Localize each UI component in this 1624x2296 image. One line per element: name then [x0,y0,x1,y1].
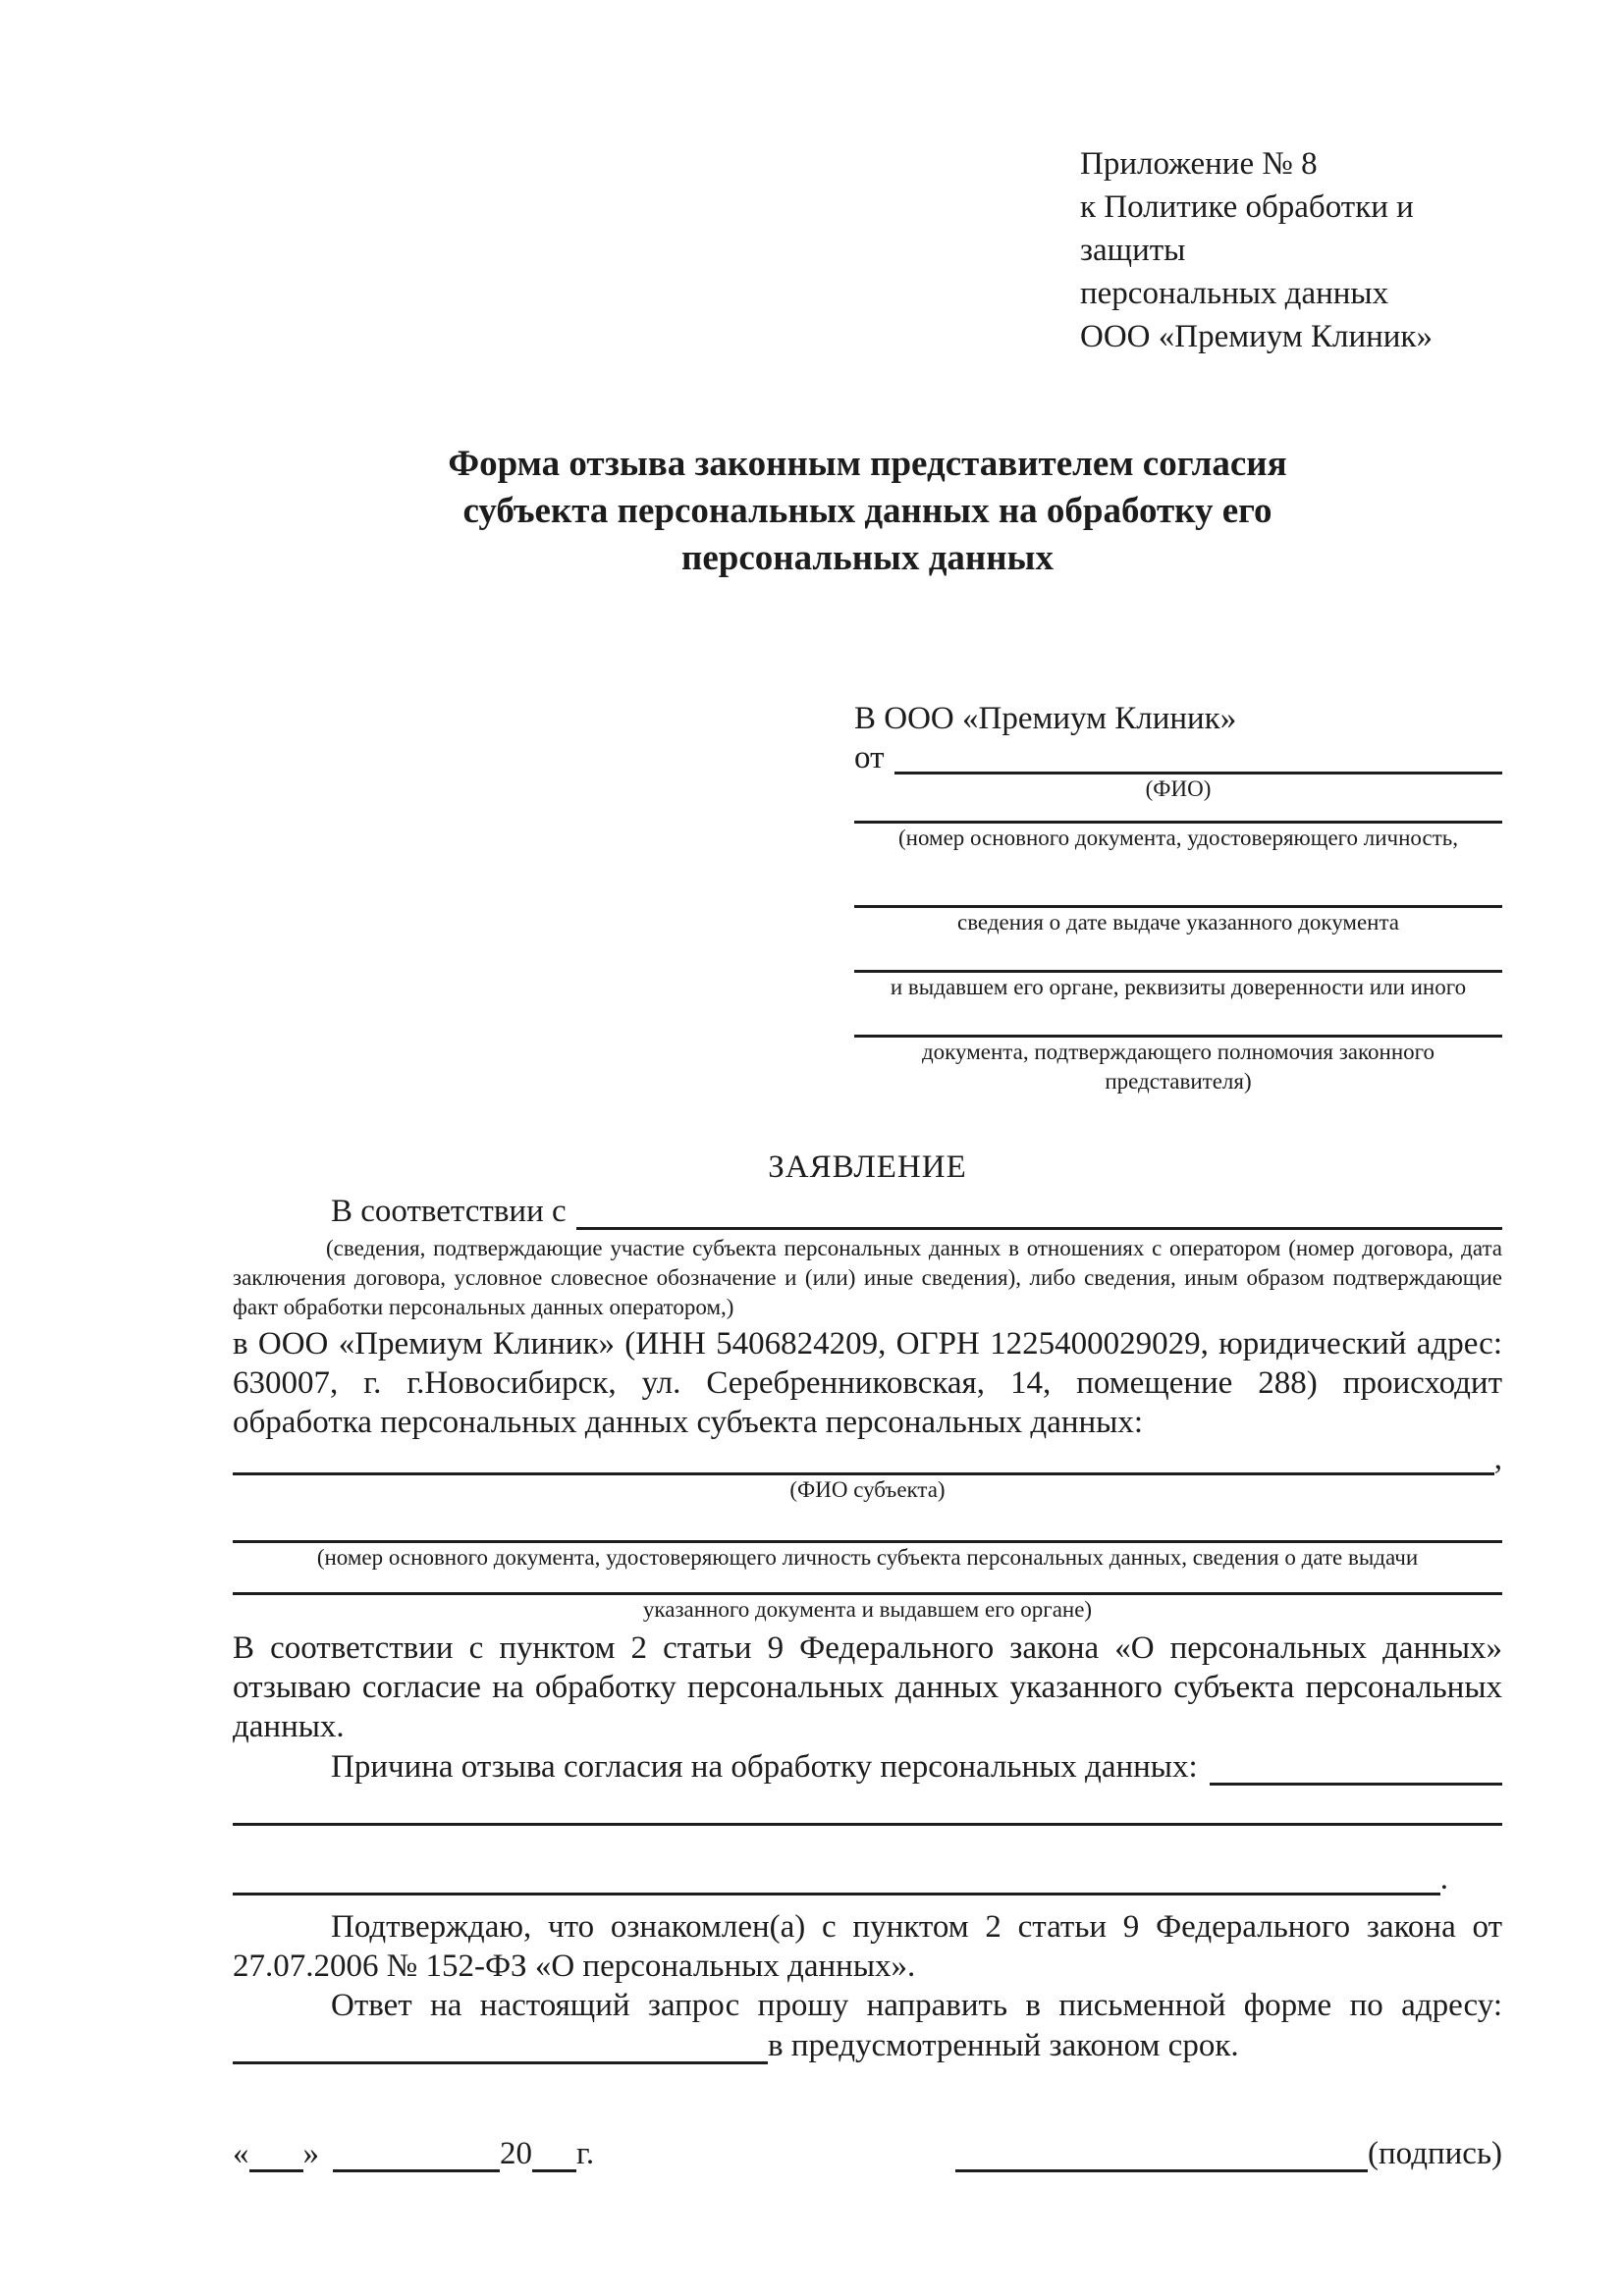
subject-doc-caption-line1: (номер основного документа, удостоверяющего личность субъекта персональных данных, сведения о дате выдачи [316,1545,1419,1570]
appendix-header [1080,142,1502,358]
reply-request-line: Ответ на настоящий запрос прошу направить в письменной форме по адресу: [331,1988,1502,2023]
subject-fio-row [233,1442,1502,1475]
intro-row [233,1191,1502,1230]
trailing-period: . [1439,1861,1448,1896]
date-close-quote: » [302,2136,319,2171]
intro-label: В соответствии с [331,1194,567,1229]
reason-blank-line-2 [233,1873,1440,1896]
date-year-suffix: г. [576,2136,595,2171]
acknowledgement-paragraph: Подтверждаю, что ознакомлен(а) с пунктом 2 статьи 9 Федерального закона от 27.07.2006 № 152-ФЗ «О персональных данных». [233,1909,1502,1984]
signature-footer [233,2135,1502,2172]
trailing-comma: , [1493,1441,1502,1476]
date-open-quote: « [233,2136,249,2171]
date-year-blank [532,2146,576,2172]
representative-fio-blank [894,746,1503,774]
addressee-organization: В ООО «Премиум Клиник» [854,701,1237,736]
date-template [233,2135,594,2172]
operator-paragraph: в ООО «Премиум Клиник» (ИНН 5406824209, ОГРН 1225400029029, юридический адрес: 630007, г. г.Новосибирск, ул. Серебренниковская, 14, помещение 288) происходит обработка персональных данных субъекта персональных данных: [233,1326,1502,1440]
doc-caption-4: документа, подтверждающего полномочия законного представителя) [921,1040,1435,1094]
doc-caption-1: (номер основного документа, удостоверяющего личность, [897,826,1458,850]
reason-label: Причина отзыва согласия на обработку персональных данных: [331,1749,1198,1785]
appendix-line: Приложение № 8 [1080,146,1318,182]
reason-blank-line-1 [233,1823,1502,1826]
doc-caption-2: сведения о дате выдаче указанного документа [956,910,1400,934]
statement-heading: ЗАЯВЛЕНИЕ [768,1149,967,1185]
doc-caption-3: и выдавшем его органе, реквизиты доверенности или иного [890,975,1467,999]
signature-blank [955,2146,1368,2172]
from-label: от [854,740,885,775]
subject-fio-blank [233,1453,1494,1475]
reason-row [233,1746,1502,1786]
withdrawal-paragraph: В соответствии с пунктом 2 статьи 9 Федерального закона «О персональных данных» отзываю согласие на обработку персональных данных указанного субъекта персональных данных. [233,1630,1502,1744]
appendix-line: ООО «Премиум Клиник» [1080,319,1433,354]
date-day-blank [249,2146,303,2172]
subject-doc-caption-line2: указанного документа и выдавшем его органе) [642,1597,1093,1622]
intro-caption: (сведения, подтверждающие участие субъекта персональных данных в отношениях с оператором (номер договора, дата заключения договора, условное словесное обозначение и (или) иные сведения), либо сведения, иным образом подтверждающие факт обработки персональных данных оператором,) [233,1236,1502,1319]
fio-caption: (ФИО) [1145,776,1212,801]
signature-caption: (подпись) [1368,2136,1502,2171]
date-year-prefix: 20 [500,2136,532,2171]
date-month-blank [333,2146,500,2172]
subject-fio-caption: (ФИО субъекта) [789,1477,946,1502]
reason-blank-line-2-row [233,1862,1502,1896]
reply-address-blank [233,2036,768,2064]
basis-blank [576,1201,1502,1230]
addressee-block [854,698,1502,1096]
appendix-line: к Политике обработки и защиты [1080,189,1414,268]
signature-row [955,2135,1502,2172]
reply-request-tail: в предусмотренный законом срок. [768,2028,1239,2063]
from-row [854,739,1502,774]
document-title: Форма отзыва законным представителем согласия субъекта персональных данных на обработку его персональных данных [448,444,1287,578]
reply-address-row [233,2025,1502,2064]
reason-blank-inline [1210,1757,1502,1786]
appendix-line: персональных данных [1080,276,1389,311]
